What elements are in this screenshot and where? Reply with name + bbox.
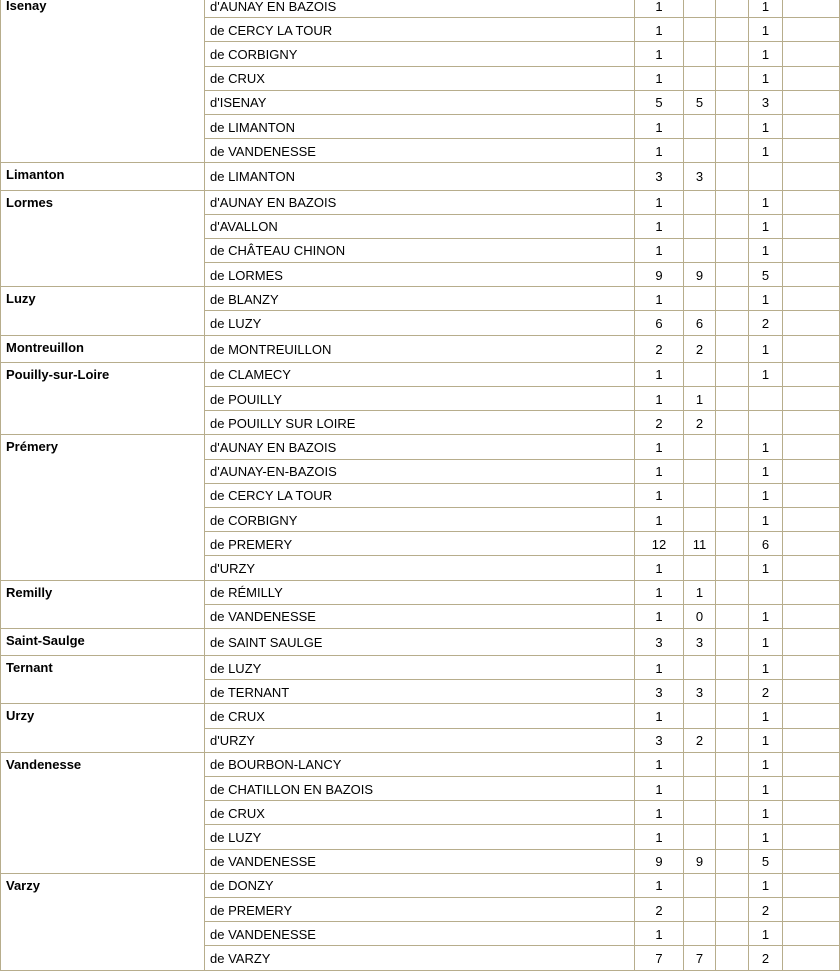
count-cell-2: [684, 362, 716, 386]
count-cell-3: [716, 556, 749, 580]
count-cell-4: 1: [749, 190, 783, 214]
count-cell-4: 2: [749, 311, 783, 335]
count-cell-1: 12: [635, 532, 684, 556]
count-cell-1: 1: [635, 656, 684, 680]
commune-name-cell: Luzy: [1, 287, 205, 335]
table-row: [1, 628, 840, 655]
count-cell-1: 1: [635, 139, 684, 163]
count-cell-5: [783, 435, 840, 459]
count-cell-2: [684, 214, 716, 238]
table-row: [1, 163, 840, 190]
count-cell-2: 9: [684, 849, 716, 873]
count-cell-5: [783, 362, 840, 386]
bureau-cell: d'AUNAY EN BAZOIS: [205, 435, 635, 459]
count-cell-1: 1: [635, 42, 684, 66]
count-cell-5: [783, 18, 840, 42]
count-cell-1: 1: [635, 483, 684, 507]
count-cell-3: [716, 801, 749, 825]
bureau-cell: de CERCY LA TOUR: [205, 18, 635, 42]
count-cell-5: [783, 946, 840, 970]
count-cell-2: [684, 238, 716, 262]
count-cell-5: [783, 263, 840, 287]
bureau-cell: de LORMES: [205, 263, 635, 287]
bureau-cell: de PREMERY: [205, 532, 635, 556]
bureau-cell: de DONZY: [205, 873, 635, 897]
count-cell-5: [783, 335, 840, 362]
table-row: [1, 752, 840, 776]
count-cell-1: 3: [635, 680, 684, 704]
table-row: [1, 656, 840, 680]
count-cell-1: 1: [635, 801, 684, 825]
count-cell-4: 1: [749, 66, 783, 90]
count-cell-1: 7: [635, 946, 684, 970]
count-cell-1: 1: [635, 66, 684, 90]
bureau-cell: de CORBIGNY: [205, 42, 635, 66]
count-cell-3: [716, 604, 749, 628]
count-cell-5: [783, 922, 840, 946]
count-cell-5: [783, 728, 840, 752]
count-cell-1: 1: [635, 387, 684, 411]
table-row: [1, 704, 840, 728]
count-cell-5: [783, 801, 840, 825]
count-cell-1: 1: [635, 580, 684, 604]
count-cell-2: [684, 435, 716, 459]
count-cell-3: [716, 90, 749, 114]
bureau-cell: de VANDENESSE: [205, 849, 635, 873]
table-row: [1, 335, 840, 362]
count-cell-2: [684, 18, 716, 42]
count-cell-1: 3: [635, 163, 684, 190]
count-cell-5: [783, 825, 840, 849]
count-cell-2: 11: [684, 532, 716, 556]
commune-name-cell: Urzy: [1, 704, 205, 752]
bureau-cell: de POUILLY: [205, 387, 635, 411]
count-cell-4: 1: [749, 114, 783, 138]
count-cell-5: [783, 507, 840, 531]
count-cell-3: [716, 163, 749, 190]
count-cell-3: [716, 387, 749, 411]
count-cell-1: 1: [635, 18, 684, 42]
table-body: [1, 0, 840, 970]
table-row: [1, 362, 840, 386]
bureau-cell: d'AUNAY EN BAZOIS: [205, 0, 635, 18]
bureau-cell: de VANDENESSE: [205, 922, 635, 946]
count-cell-4: 1: [749, 801, 783, 825]
count-cell-3: [716, 897, 749, 921]
count-cell-2: [684, 114, 716, 138]
count-cell-5: [783, 90, 840, 114]
bureau-cell: de CRUX: [205, 801, 635, 825]
count-cell-1: 1: [635, 604, 684, 628]
count-cell-5: [783, 680, 840, 704]
bureau-cell: de LUZY: [205, 656, 635, 680]
count-cell-4: 1: [749, 604, 783, 628]
count-cell-3: [716, 263, 749, 287]
count-cell-1: 2: [635, 897, 684, 921]
count-cell-2: 2: [684, 411, 716, 435]
count-cell-4: 1: [749, 628, 783, 655]
bureau-cell: de CORBIGNY: [205, 507, 635, 531]
bureau-cell: de CERCY LA TOUR: [205, 483, 635, 507]
count-cell-2: [684, 483, 716, 507]
count-cell-4: 1: [749, 873, 783, 897]
bureau-cell: de MONTREUILLON: [205, 335, 635, 362]
count-cell-5: [783, 66, 840, 90]
count-cell-4: 1: [749, 0, 783, 18]
count-cell-5: [783, 387, 840, 411]
count-cell-3: [716, 18, 749, 42]
count-cell-2: [684, 922, 716, 946]
count-cell-4: 2: [749, 897, 783, 921]
count-cell-1: 3: [635, 728, 684, 752]
commune-name-cell: Vandenesse: [1, 752, 205, 873]
count-cell-4: [749, 411, 783, 435]
bureau-cell: de LIMANTON: [205, 114, 635, 138]
count-cell-2: [684, 777, 716, 801]
commune-name-cell: Saint-Saulge: [1, 628, 205, 655]
count-cell-1: 1: [635, 507, 684, 531]
count-cell-1: 3: [635, 628, 684, 655]
count-cell-4: 1: [749, 483, 783, 507]
count-cell-2: [684, 752, 716, 776]
count-cell-5: [783, 459, 840, 483]
count-cell-5: [783, 483, 840, 507]
count-cell-2: 1: [684, 580, 716, 604]
bureau-cell: de VANDENESSE: [205, 139, 635, 163]
bureau-cell: de PREMERY: [205, 897, 635, 921]
count-cell-5: [783, 704, 840, 728]
count-cell-2: [684, 897, 716, 921]
count-cell-1: 1: [635, 238, 684, 262]
commune-name-cell: Limanton: [1, 163, 205, 190]
count-cell-3: [716, 580, 749, 604]
bureau-cell: de POUILLY SUR LOIRE: [205, 411, 635, 435]
count-cell-4: 1: [749, 656, 783, 680]
count-cell-1: 1: [635, 922, 684, 946]
count-cell-5: [783, 656, 840, 680]
count-cell-3: [716, 922, 749, 946]
count-cell-2: 3: [684, 680, 716, 704]
count-cell-2: 5: [684, 90, 716, 114]
commune-name-cell: Remilly: [1, 580, 205, 628]
count-cell-4: 5: [749, 263, 783, 287]
count-cell-1: 1: [635, 362, 684, 386]
count-cell-1: 1: [635, 556, 684, 580]
count-cell-4: 1: [749, 704, 783, 728]
bureau-cell: de CHATILLON EN BAZOIS: [205, 777, 635, 801]
count-cell-3: [716, 42, 749, 66]
count-cell-2: [684, 42, 716, 66]
count-cell-5: [783, 114, 840, 138]
count-cell-3: [716, 507, 749, 531]
count-cell-4: 1: [749, 238, 783, 262]
count-cell-2: [684, 66, 716, 90]
count-cell-2: 6: [684, 311, 716, 335]
count-cell-1: 1: [635, 777, 684, 801]
count-cell-5: [783, 214, 840, 238]
count-cell-4: 6: [749, 532, 783, 556]
count-cell-2: 3: [684, 163, 716, 190]
count-cell-3: [716, 311, 749, 335]
count-cell-2: 7: [684, 946, 716, 970]
count-cell-3: [716, 728, 749, 752]
count-cell-2: [684, 139, 716, 163]
bureau-cell: d'URZY: [205, 556, 635, 580]
count-cell-1: 1: [635, 435, 684, 459]
count-cell-2: [684, 459, 716, 483]
count-cell-1: 1: [635, 190, 684, 214]
count-cell-4: 1: [749, 362, 783, 386]
commune-name-cell: Montreuillon: [1, 335, 205, 362]
count-cell-4: 1: [749, 728, 783, 752]
table-row: [1, 435, 840, 459]
bureau-cell: de CLAMECY: [205, 362, 635, 386]
count-cell-4: [749, 387, 783, 411]
count-cell-2: [684, 825, 716, 849]
bureau-cell: d'AVALLON: [205, 214, 635, 238]
count-cell-4: 1: [749, 287, 783, 311]
bureau-cell: d'URZY: [205, 728, 635, 752]
count-cell-1: 1: [635, 214, 684, 238]
bureau-cell: d'AUNAY EN BAZOIS: [205, 190, 635, 214]
count-cell-1: 1: [635, 459, 684, 483]
count-cell-3: [716, 139, 749, 163]
count-cell-4: 1: [749, 18, 783, 42]
count-cell-1: 1: [635, 752, 684, 776]
count-cell-3: [716, 752, 749, 776]
count-cell-5: [783, 580, 840, 604]
count-cell-3: [716, 362, 749, 386]
count-cell-3: [716, 680, 749, 704]
table-row: [1, 190, 840, 214]
count-cell-1: 1: [635, 825, 684, 849]
count-cell-3: [716, 0, 749, 18]
count-cell-3: [716, 849, 749, 873]
count-cell-2: [684, 656, 716, 680]
count-cell-4: 1: [749, 139, 783, 163]
count-cell-4: 1: [749, 435, 783, 459]
count-cell-1: 1: [635, 114, 684, 138]
count-cell-3: [716, 214, 749, 238]
count-cell-5: [783, 311, 840, 335]
count-cell-5: [783, 628, 840, 655]
count-cell-3: [716, 335, 749, 362]
count-cell-1: 1: [635, 704, 684, 728]
table-row: [1, 287, 840, 311]
count-cell-4: 1: [749, 335, 783, 362]
count-cell-3: [716, 628, 749, 655]
count-cell-5: [783, 556, 840, 580]
count-cell-5: [783, 752, 840, 776]
count-cell-3: [716, 946, 749, 970]
count-cell-2: [684, 287, 716, 311]
count-cell-5: [783, 163, 840, 190]
count-cell-3: [716, 825, 749, 849]
count-cell-3: [716, 435, 749, 459]
count-cell-1: 9: [635, 849, 684, 873]
table-row: [1, 873, 840, 897]
count-cell-2: 3: [684, 628, 716, 655]
count-cell-1: 2: [635, 411, 684, 435]
bureau-cell: de SAINT SAULGE: [205, 628, 635, 655]
count-cell-5: [783, 238, 840, 262]
count-cell-4: 1: [749, 459, 783, 483]
commune-name-cell: Isenay: [1, 0, 205, 163]
bureau-cell: de CHÂTEAU CHINON: [205, 238, 635, 262]
count-cell-3: [716, 777, 749, 801]
commune-name-cell: Prémery: [1, 435, 205, 580]
count-cell-4: 1: [749, 42, 783, 66]
table-row: [1, 0, 840, 18]
count-cell-2: 2: [684, 335, 716, 362]
bureau-cell: de RÉMILLY: [205, 580, 635, 604]
bureau-cell: d'AUNAY-EN-BAZOIS: [205, 459, 635, 483]
count-cell-4: 1: [749, 507, 783, 531]
count-cell-2: [684, 556, 716, 580]
count-cell-2: [684, 873, 716, 897]
count-cell-2: [684, 801, 716, 825]
count-cell-2: 0: [684, 604, 716, 628]
count-cell-5: [783, 777, 840, 801]
count-cell-5: [783, 604, 840, 628]
count-cell-3: [716, 238, 749, 262]
bureau-cell: de TERNANT: [205, 680, 635, 704]
count-cell-4: [749, 163, 783, 190]
commune-name-cell: Ternant: [1, 656, 205, 704]
count-cell-5: [783, 287, 840, 311]
count-cell-1: 6: [635, 311, 684, 335]
count-cell-3: [716, 190, 749, 214]
count-cell-2: 2: [684, 728, 716, 752]
count-cell-3: [716, 532, 749, 556]
count-cell-5: [783, 0, 840, 18]
count-cell-3: [716, 66, 749, 90]
count-cell-3: [716, 873, 749, 897]
count-cell-4: 3: [749, 90, 783, 114]
commune-name-cell: Lormes: [1, 190, 205, 287]
count-cell-4: 2: [749, 946, 783, 970]
count-cell-2: [684, 507, 716, 531]
bureau-cell: de LIMANTON: [205, 163, 635, 190]
count-cell-5: [783, 873, 840, 897]
count-cell-4: 1: [749, 556, 783, 580]
count-cell-1: 1: [635, 287, 684, 311]
bureau-cell: de CRUX: [205, 66, 635, 90]
count-cell-2: [684, 0, 716, 18]
bureau-cell: de VARZY: [205, 946, 635, 970]
count-cell-4: 2: [749, 680, 783, 704]
count-cell-5: [783, 532, 840, 556]
count-cell-2: [684, 190, 716, 214]
count-cell-4: 1: [749, 214, 783, 238]
count-cell-5: [783, 139, 840, 163]
table-row: [1, 580, 840, 604]
bureau-cell: de BOURBON-LANCY: [205, 752, 635, 776]
count-cell-1: 1: [635, 0, 684, 18]
commune-name-cell: Varzy: [1, 873, 205, 970]
count-cell-4: 1: [749, 922, 783, 946]
count-cell-3: [716, 483, 749, 507]
count-cell-5: [783, 411, 840, 435]
count-cell-2: 1: [684, 387, 716, 411]
bureau-cell: de CRUX: [205, 704, 635, 728]
count-cell-5: [783, 849, 840, 873]
count-cell-3: [716, 114, 749, 138]
count-cell-1: 9: [635, 263, 684, 287]
count-cell-4: 5: [749, 849, 783, 873]
bureau-cell: de LUZY: [205, 825, 635, 849]
count-cell-1: 2: [635, 335, 684, 362]
count-cell-4: 1: [749, 752, 783, 776]
count-cell-4: 1: [749, 825, 783, 849]
count-cell-5: [783, 190, 840, 214]
bureau-cell: de BLANZY: [205, 287, 635, 311]
count-cell-3: [716, 704, 749, 728]
commune-name-cell: Pouilly-sur-Loire: [1, 362, 205, 435]
count-cell-2: 9: [684, 263, 716, 287]
count-cell-5: [783, 897, 840, 921]
count-cell-4: [749, 580, 783, 604]
bureau-cell: d'ISENAY: [205, 90, 635, 114]
count-cell-4: 1: [749, 777, 783, 801]
count-cell-1: 5: [635, 90, 684, 114]
count-cell-2: [684, 704, 716, 728]
count-cell-3: [716, 287, 749, 311]
count-cell-3: [716, 656, 749, 680]
count-cell-1: 1: [635, 873, 684, 897]
bureau-cell: de LUZY: [205, 311, 635, 335]
count-cell-3: [716, 411, 749, 435]
count-cell-3: [716, 459, 749, 483]
bureau-cell: de VANDENESSE: [205, 604, 635, 628]
count-cell-5: [783, 42, 840, 66]
